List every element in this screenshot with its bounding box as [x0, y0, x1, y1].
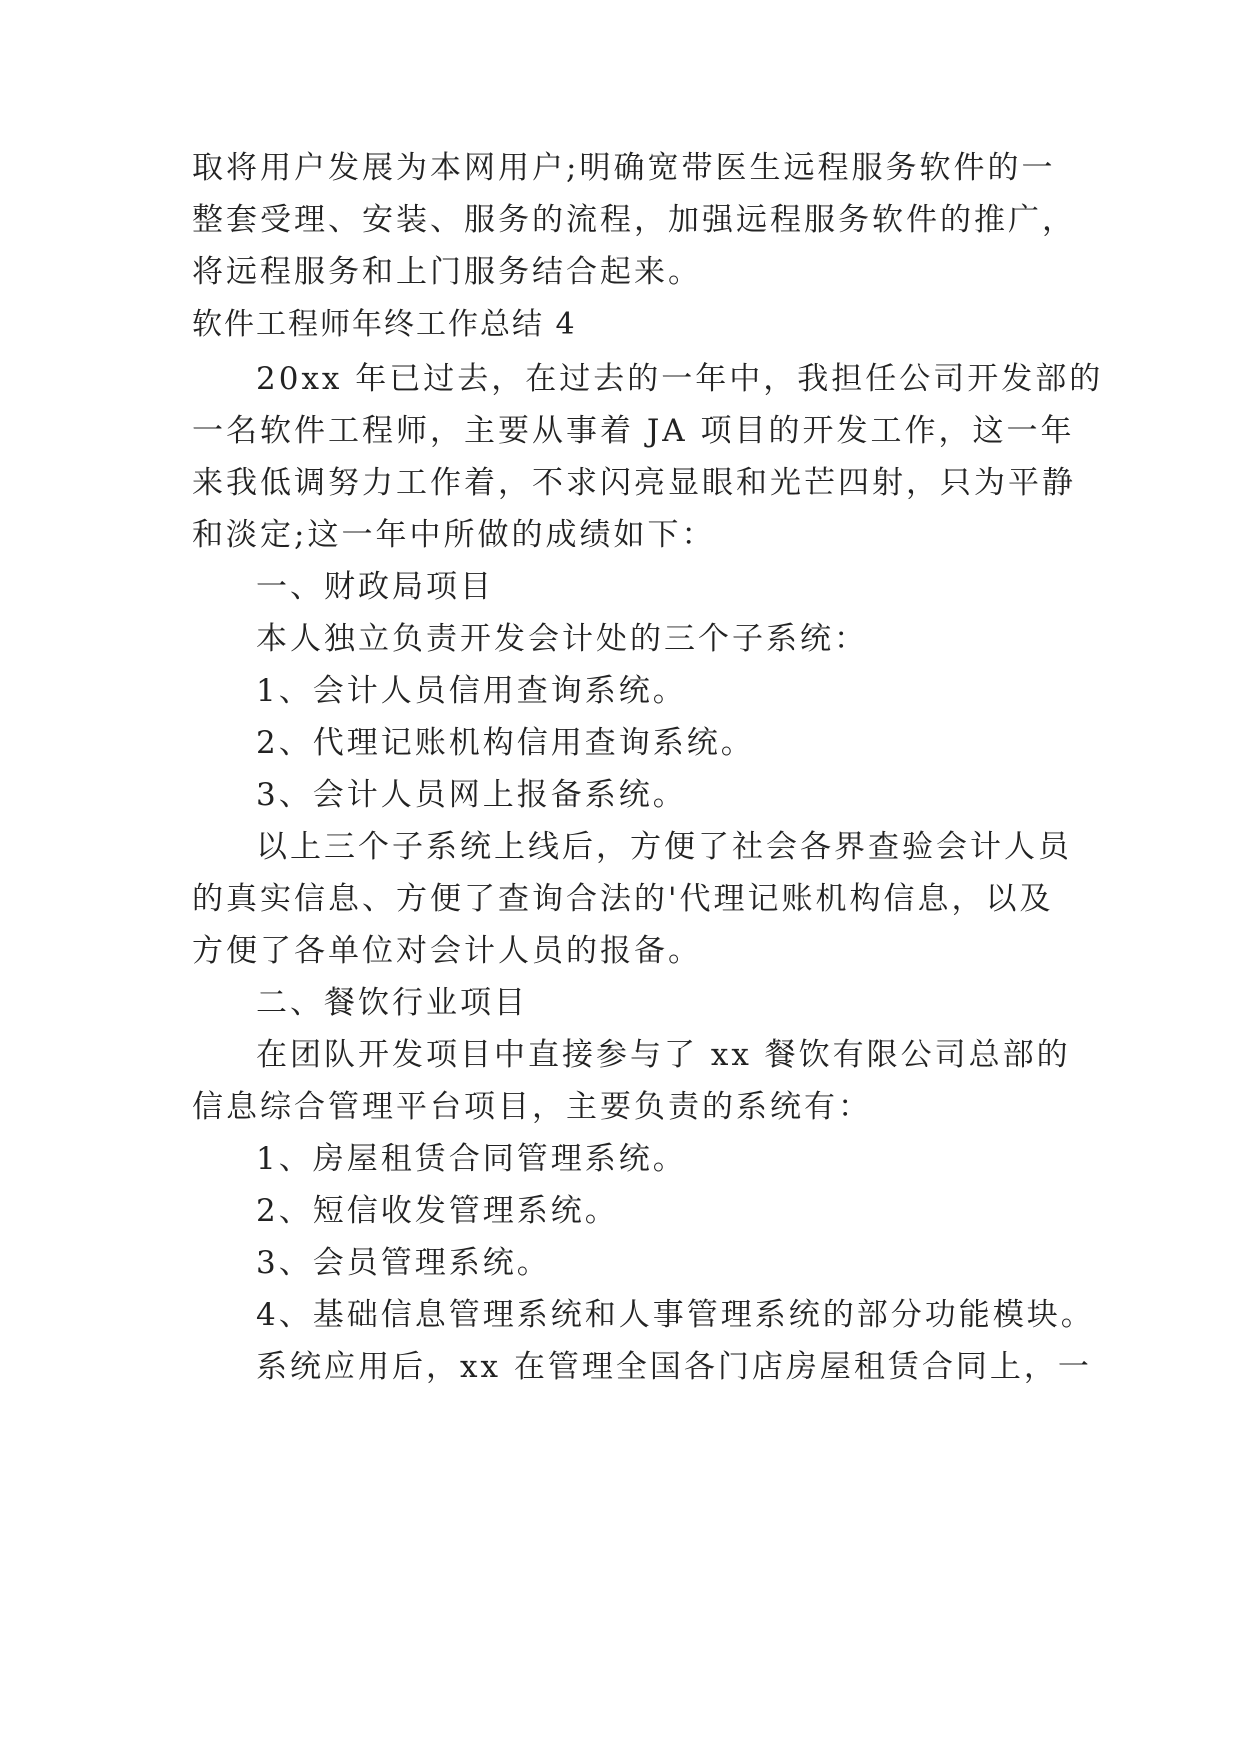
item1-list-item: 2、代理记账机构信用查询系统。 [256, 725, 755, 761]
item1-title: 一、财政局项目 [256, 569, 494, 605]
para1-line-4: 和淡定;这一年中所做的成绩如下： [192, 517, 716, 553]
item2-title: 二、餐饮行业项目 [256, 985, 528, 1021]
para1-line-1: 20xx 年已过去，在过去的一年中，我担任公司开发部的 [256, 361, 1104, 397]
item2-intro-line-2: 信息综合管理平台项目，主要负责的系统有： [192, 1089, 872, 1125]
item1-list-item: 3、会计人员网上报备系统。 [256, 777, 687, 813]
item1-list-item: 1、会计人员信用查询系统。 [256, 673, 687, 709]
item2-list-item: 3、会员管理系统。 [256, 1245, 551, 1281]
para1-line-3: 来我低调努力工作着，不求闪亮显眼和光芒四射，只为平静 [192, 465, 1076, 501]
para1-line-2: 一名软件工程师，主要从事着 JA 项目的开发工作，这一年 [192, 413, 1075, 449]
intro-line-1: 取将用户发展为本网用户;明确宽带医生远程服务软件的一 [192, 150, 1056, 186]
intro-line-3: 将远程服务和上门服务结合起来。 [192, 254, 702, 290]
intro-line-2: 整套受理、安装、服务的流程，加强远程服务软件的推广， [192, 202, 1076, 238]
item2-list-item: 2、短信收发管理系统。 [256, 1193, 619, 1229]
item1-summary-line-3: 方便了各单位对会计人员的报备。 [192, 933, 702, 969]
section-title: 软件工程师年终工作总结 4 [192, 307, 577, 342]
item1-intro: 本人独立负责开发会计处的三个子系统： [256, 621, 868, 657]
item2-intro-line-1: 在团队开发项目中直接参与了 xx 餐饮有限公司总部的 [256, 1037, 1071, 1073]
item1-summary-line-1: 以上三个子系统上线后，方便了社会各界查验会计人员 [256, 829, 1072, 865]
item1-summary-line-2: 的真实信息、方便了查询合法的'代理记账机构信息，以及 [192, 881, 1054, 917]
item2-list-item: 4、基础信息管理系统和人事管理系统的部分功能模块。 [256, 1297, 1095, 1333]
item2-list-item: 1、房屋租赁合同管理系统。 [256, 1141, 687, 1177]
item2-summary-line-1: 系统应用后，xx 在管理全国各门店房屋租赁合同上，一 [256, 1349, 1092, 1385]
